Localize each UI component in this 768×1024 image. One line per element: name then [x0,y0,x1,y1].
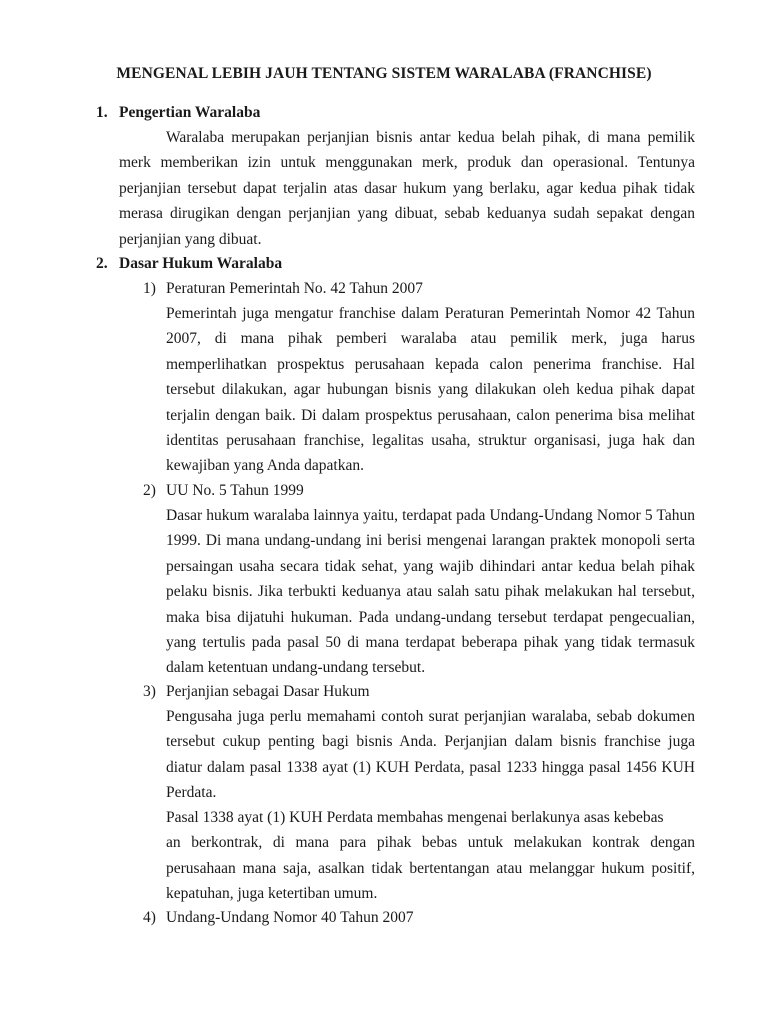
paragraph-line: Pemerintah juga mengatur franchise dalam Peraturan Pemerintah Nomor 42 Tahun [166,305,695,322]
list-item-3 [143,679,695,704]
paragraph-line: diatur dalam pasal 1338 ayat (1) KUH Perdata, pasal 1233 hingga pasal 1456 KUH [166,758,695,776]
item-number: 1) [143,280,156,297]
paragraph-line: perusahaan mana saja, asalkan tidak bertentangan atau melanggar hukum positif, [166,859,695,877]
item-3-paragraph [166,704,695,806]
paragraph-line: 1999. Di mana undang-undang ini berisi mengenai larangan praktek monopoli serta [166,532,695,550]
paragraph-line: tersebut dilakukan, agar hubungan bisnis yang dilakukan oleh kedua pihak dapat [166,381,695,399]
paragraph-line: persaingan usaha secara tidak sehat, yang wajib dihindari antar kedua belah pihak [166,557,695,575]
paragraph-line: dalam ketentuan undang-undang tersebut. [166,659,426,677]
paragraph-line: Waralaba merupakan perjanjian bisnis antar kedua belah pihak, di mana pemilik [166,129,695,146]
paragraph-line: merk memberikan izin untuk menggunakan merk, produk dan operasional. Tentunya [119,154,695,172]
paragraph-line: perjanjian yang dibuat. [119,230,262,248]
section-number: 1. [96,104,108,121]
paragraph-line: yang tertulis pada pasal 50 di mana terdapat beberapa pihak yang tidak termasuk [166,633,695,651]
paragraph-line: terjalin dengan baik. Di dalam prospektus perusahaan, calon penerima bisa melihat [166,406,695,424]
paragraph-line: Pasal 1338 ayat (1) KUH Perdata membahas mengenai berlakunya asas kebebas [166,809,664,826]
item-number: 4) [143,909,156,926]
paragraph-line: tersebut cukup penting bagi bisnis Anda. Perjanjian dalam bisnis franchise juga [166,733,695,751]
paragraph-line: kepatuhan, juga ketertiban umum. [166,885,378,903]
section-heading [96,251,696,276]
section-heading [96,100,696,125]
section-1-paragraph [119,125,695,252]
item-title: Undang-Undang Nomor 40 Tahun 2007 [166,909,414,926]
item-2-paragraph [166,503,695,681]
paragraph-line: Pengusaha juga perlu memahami contoh surat perjanjian waralaba, sebab dokumen [166,708,695,725]
paragraph-line: Perdata. [166,784,217,802]
paragraph-line: Dasar hukum waralaba lainnya yaitu, terdapat pada Undang-Undang Nomor 5 Tahun [166,507,695,524]
paragraph-line: maka bisa dijatuhi hukuman. Pada undang-undang tersebut terdapat pengecualian, [166,608,695,626]
section-number: 2. [96,255,108,272]
paragraph-line: perjanjian tersebut dapat terjalin atas dasar hukum yang berlaku, agar kedua pihak tidak [119,179,695,197]
section-title: Dasar Hukum Waralaba [119,255,283,272]
section-2 [96,251,696,276]
list-item-4 [143,905,695,930]
list-item-2 [143,478,695,503]
item-title: UU No. 5 Tahun 1999 [166,482,304,499]
item-1-paragraph [166,301,695,479]
paragraph-line: an berkontrak, di mana para pihak bebas untuk melakukan kontrak dengan [166,834,695,852]
list-item-1 [143,276,695,301]
paragraph-line: kewajiban yang Anda dapatkan. [166,457,364,475]
item-number: 2) [143,482,156,499]
section-title: Pengertian Waralaba [119,104,261,121]
paragraph-line: merasa dirugikan dengan perjanjian yang dibuat, sebab keduanya sudah sepakat dengan [119,205,695,223]
item-number: 3) [143,683,156,700]
paragraph-line: identitas perusahaan franchise, legalitas usaha, struktur organisasi, juga hak dan [166,431,695,449]
section-1 [96,100,696,125]
page-title: MENGENAL LEBIH JAUH TENTANG SISTEM WARALABA (FRANCHISE) [116,65,652,82]
item-3-paragraph-2 [166,805,695,907]
paragraph-line: memperlihatkan prospektus perusahaan kepada calon penerima franchise. Hal [166,355,695,373]
item-title: Peraturan Pemerintah No. 42 Tahun 2007 [166,280,423,297]
item-title: Perjanjian sebagai Dasar Hukum [166,683,370,700]
paragraph-line: pelaku bisnis. Jika terbukti keduanya atau salah satu pihak melakukan hal tersebut, [166,583,695,601]
paragraph-line: 2007, di mana pihak pemberi waralaba atau pemilik merk, juga harus [166,330,695,348]
